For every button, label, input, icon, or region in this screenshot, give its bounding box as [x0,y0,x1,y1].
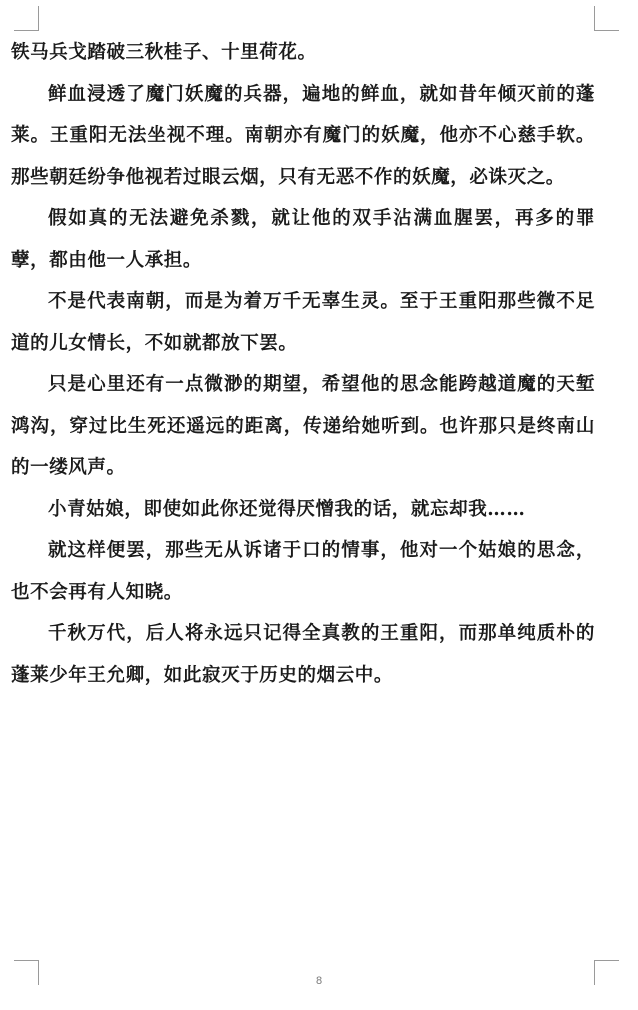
margin-corner-mark-top-right [594,6,619,31]
paragraph: 鲜血浸透了魔门妖魔的兵器，遍地的鲜血，就如昔年倾灭前的蓬莱。王重阳无法坐视不理。南朝亦有魔门的妖魔，他亦不心慈手软。那些朝廷纷争他视若过眼云烟，只有无恶不作的妖魔，必诛灭之。 [11,83,595,188]
paragraph: 不是代表南朝，而是为着万千无辜生灵。至于王重阳那些微不足道的儿女情长，不如就都放下罢。 [11,291,595,354]
document-body[interactable] [11,32,595,696]
paragraph: 铁马兵戈踏破三秋桂子、十里荷花。 [11,42,317,63]
paragraph: 假如真的无法避免杀戮，就让他的双手沾满血腥罢，再多的罪孽，都由他一人承担。 [11,208,595,271]
paragraph: 小青姑娘，即使如此你还觉得厌憎我的话，就忘却我…… [48,498,526,520]
page-number: 8 [315,975,323,987]
paragraph: 只是心里还有一点微渺的期望，希望他的思念能跨越道魔的天堑鸿沟，穿过比生死还遥远的距离，传递给她听到。也许那只是终南山的一缕风声。 [11,374,595,478]
paragraph: 千秋万代，后人将永远只记得全真教的王重阳，而那单纯质朴的蓬莱少年王允卿，如此寂灭于历史的烟云中。 [11,623,595,686]
margin-corner-mark-top-left [14,6,39,31]
paragraph: 就这样便罢，那些无从诉诸于口的情事，他对一个姑娘的思念，也不会再有人知晓。 [11,540,595,603]
